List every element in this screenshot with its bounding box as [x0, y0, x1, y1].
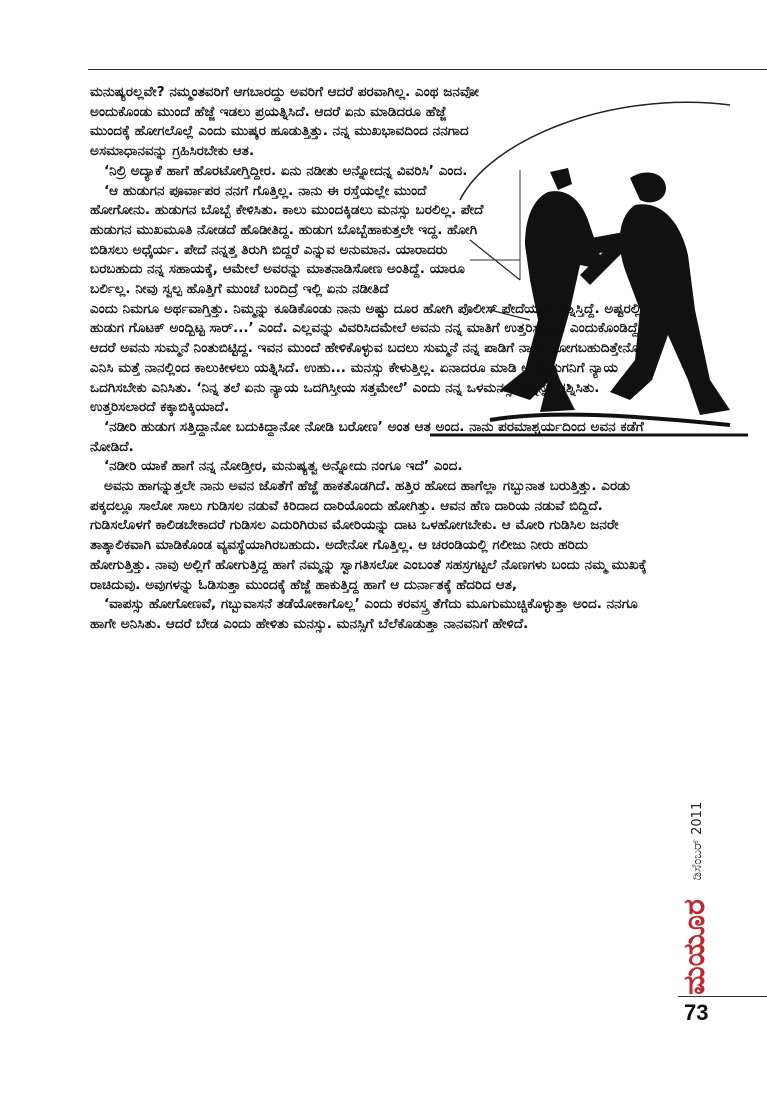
paragraph: ‘ನಿಲ್ರಿ ಅದ್ಯಾಕೆ ಹಾಗೆ ಹೊರಟೋಗ್ತಿದ್ದೀರ. ಏನು ನಡೀತು ಅನ್ನೋದನ್ನ ವಿವರಿಸಿ’ ಎಂದ.	[104, 162, 468, 179]
issue-date: ಡಿಸೆಂಬರ್ 2011	[690, 801, 705, 881]
paragraph: ‘ನಡೀರಿ ಯಾಕೆ ಹಾಗೆ ನನ್ನ ನೋಡ್ತೀರ, ಮನುಷ್ಯತ್ವ ಅನ್ನೋದು ನಂಗೂ ಇದೆ’ ಎಂದ.	[104, 458, 463, 475]
magazine-logo: ಮಯೂರ	[677, 899, 712, 995]
paragraph: ಎಂದು ನಿಮಗೂ ಅರ್ಥವಾಗ್ತಿತ್ತು. ನಿಮ್ಮನ್ನು ಕೂಡಿಕೊಂಡು ನಾನು ಅಷ್ಟು ದೂರ ಹೋಗಿ ಪೊಲೀಸ್ ಪೇದೆಯನ್ನು ಪ್ರಶ್ನಿಸ್ತಿದ್ದೆ. ಅಷ್ಟರಲ್ಲಿ ಹುಡುಗ ಗೊಟಕ್ ಅಂದ್ಬಿಟ್ಟ ಸಾರ್...’ ಎಂದೆ. ಎಲ್ಲವನ್ನು ವಿವರಿಸಿದಮೇಲೆ ಅವನು ನನ್ನ ಮಾತಿಗೆ ಉತ್ತರಿಸುತ್ತಾನೆ ಎಂದುಕೊಂಡಿದ್ದೆ. ಆದರೆ ಅವನು ಸುಮ್ಮನೆ ನಿಂತುಬಿಟ್ಟಿದ್ದ. ಇವನ ಮುಂದೆ ಹೇಳಿಕೊಳ್ಳುವ ಬದಲು ಸುಮ್ಮನೆ ನನ್ನ ಪಾಡಿಗೆ ನಾನು ಹೋಗಬಹುದಿತ್ತೇನೋ ಎನಿಸಿ ಮತ್ತೆ ನಾನಲ್ಲಿಂದ ಕಾಲುಕೀಳಲು ಯತ್ನಿಸಿದೆ. ಉಹು... ಮನಸ್ಸು ಕೇಳುತ್ತಿಲ್ಲ. ಏನಾದರೂ ಮಾಡಿ ಆ ಹುಡುಗನಿಗೆ ನ್ಯಾಯ ಒದಗಿಸಬೇಕು ಎನಿಸಿತು. ‘ನಿನ್ನ ತಲೆ ಏನು ನ್ಯಾಯ ಒದಗಿಸ್ತೀಯ ಸತ್ತಮೇಲೆ’ ಎಂದು ನನ್ನ ಒಳಮನಸ್ಸು ನನ್ನನ್ನು ಪ್ರಶ್ನಿಸಿತು. ಉತ್ತರಿಸಲಾರದೆ ಕಕ್ಕಾಬಿಕ್ಕಿಯಾದೆ.	[90, 300, 644, 416]
paragraph: ‘ಆ ಹುಡುಗನ ಪೂರ್ವಾಪರ ನನಗೆ ಗೊತ್ತಿಲ್ಲ. ನಾನು ಈ ರಸ್ತೆಯಲ್ಲೇ ಮುಂದೆ ಹೋಗೋನು. ಹುಡುಗನ ಬೊಬ್ಬೆ ಕೇಳಿಸಿತು. ಕಾಲು ಮುಂದಕ್ಕಿಡಲು ಮನಸ್ಸು ಬರಲಿಲ್ಲ. ಪೇದೆ ಹುಡುಗನ ಮುಖಮೂತಿ ನೋಡದೆ ಹೊಡೀತಿದ್ದ. ಹುಡುಗ ಬೊಬ್ಬೆಹಾಕುತ್ತಲೇ ಇದ್ದ. ಹೋಗಿ ಬಿಡಿಸಲು ಅಧೈರ್ಯ. ಪೇದೆ ನನ್ನತ್ತ ತಿರುಗಿ ಬಿದ್ದರೆ ಎನ್ನುವ ಅನುಮಾನ. ಯಾರಾದರು ಬರಬಹುದು ನನ್ನ ಸಹಾಯಕ್ಕೆ, ಆಮೇಲೆ ಅವರನ್ನು ಮಾತನಾಡಿಸೋಣ ಅಂತಿದ್ದೆ. ಯಾರೂ ಬರ್ಲಿಲ್ಲ. ನೀವು ಸ್ವಲ್ಪ ಹೊತ್ತಿಗೆ ಮುಂಚೆ ಬಂದಿದ್ರೆ ಇಲ್ಲಿ ಏನು ನಡೀತಿದೆ	[90, 182, 484, 298]
page-number: 73	[684, 1000, 709, 1025]
top-rule	[88, 69, 767, 70]
bottom-rule	[678, 996, 767, 997]
magazine-sidebar	[677, 780, 722, 995]
paragraph: ‘ನಡೀರಿ ಹುಡುಗ ಸತ್ತಿದ್ದಾನೋ ಬದುಕಿದ್ದಾನೋ ನೋಡಿ ಬರೋಣ’ ಅಂತ ಆತ ಅಂದ. ನಾನು ಪರಮಾಶ್ಚರ್ಯದಿಂದ ಅವನ ಕಡೆಗೆ ನೋಡಿದೆ.	[90, 418, 644, 455]
paragraph: ‘ವಾಪಸ್ಸು ಹೋಗೋಣವೆ, ಗಬ್ಬುವಾಸನೆ ತಡೆಯೋಕಾಗೊಲ್ಲ’ ಎಂದು ಕರವಸ್ತ್ರ ತೆಗೆದು ಮೂಗುಮುಚ್ಚಿಕೊಳ್ಳುತ್ತಾ ಅಂದ. ನನಗೂ ಹಾಗೇ ಅನಿಸಿತು. ಆದರೆ ಬೇಡ ಎಂದು ಹೇಳಿತು ಮನಸ್ಸು. ಮನಸ್ಸಿಗೆ ಬೆಲೆಕೊಡುತ್ತಾ ನಾನವನಿಗೆ ಹೇಳಿದೆ.	[90, 596, 638, 632]
article-body	[90, 83, 650, 635]
paragraph: ಅವನು ಹಾಗನ್ನುತ್ತಲೇ ನಾನು ಅವನ ಜೊತೆಗೆ ಹೆಜ್ಜೆ ಹಾಕತೊಡಗಿದೆ. ಹತ್ತಿರ ಹೋದ ಹಾಗೆಲ್ಲಾ ಗಬ್ಬುನಾತ ಬರುತ್ತಿತ್ತು. ಎರಡು ಪಕ್ಕದಲ್ಲೂ ಸಾಲೋ ಸಾಲು ಗುಡಿಸಲ ನಡುವೆ ಕಿರಿದಾದ ದಾರಿಯೊಂದು ಹೋಗಿತ್ತು. ಆವನ ಹೆಣ ದಾರಿಯ ನಡುವೆ ಬಿದ್ದಿದೆ. ಗುಡಿಸಲೊಳಗೆ ಕಾಲಿಡಬೇಕಾದರೆ ಗುಡಿಸಲ ಎದುರಿಗಿರುವ ಮೋರಿಯನ್ನು ದಾಟ ಒಳಹೋಗಬೇಕು. ಆ ಮೋರಿ ಗುಡಿಸಿಲ ಜನರೇ ತಾತ್ಕಾಲಿಕವಾಗಿ ಮಾಡಿಕೊಂಡ ವ್ಯವಸ್ಥೆಯಾಗಿರಬಹುದು. ಅದೇನೋ ಗೊತ್ತಿಲ್ಲ. ಆ ಚರಂಡಿಯಲ್ಲಿ ಗಲೀಜು ನೀರು ಹರಿದು ಹೋಗುತ್ತಿತ್ತು. ನಾವು ಅಲ್ಲಿಗೆ ಹೋಗುತ್ತಿದ್ದ ಹಾಗೆ ನಮ್ಮನ್ನು ಸ್ವಾಗತಿಸಲೋ ಎಂಬಂತೆ ಸಹಸ್ರಗಟ್ಟಲೆ ನೊಣಗಳು ಬಂದು ನಮ್ಮ ಮುಖಕ್ಕೆ ರಾಚಿದುವು. ಅವುಗಳನ್ನು ಓಡಿಸುತ್ತಾ ಮುಂದಕ್ಕೆ ಹೆಜ್ಜೆ ಹಾಕುತ್ತಿದ್ದ ಹಾಗೆ ಆ ದುರ್ನಾತಕ್ಕೆ ಹೆದರಿದ ಆತ,	[90, 478, 647, 593]
paragraph: ಮನುಷ್ಯರಲ್ಲವೇ? ನಮ್ಮಂತವರಿಗೆ ಆಗಬಾರದ್ದು ಅವರಿಗೆ ಆದರೆ ಪರವಾಗಿಲ್ಲ. ಎಂಥ ಜನವೋ ಅಂದುಕೊಂಡು ಮುಂದೆ ಹೆಜ್ಜೆ ಇಡಲು ಪ್ರಯತ್ನಿಸಿದೆ. ಆದರೆ ಏನು ಮಾಡಿದರೂ ಹೆಜ್ಜೆ ಮುಂದಕ್ಕೆ ಹೋಗಲೊಲ್ಲೆ ಎಂದು ಮುಷ್ಕರ ಹೂಡುತ್ತಿತ್ತು. ನನ್ನ ಮುಖಭಾವದಿಂದ ನನಗಾದ ಅಸಮಾಧಾನವನ್ನು ಗ್ರಹಿಸಿರಬೇಕು ಆತ.	[90, 84, 480, 160]
